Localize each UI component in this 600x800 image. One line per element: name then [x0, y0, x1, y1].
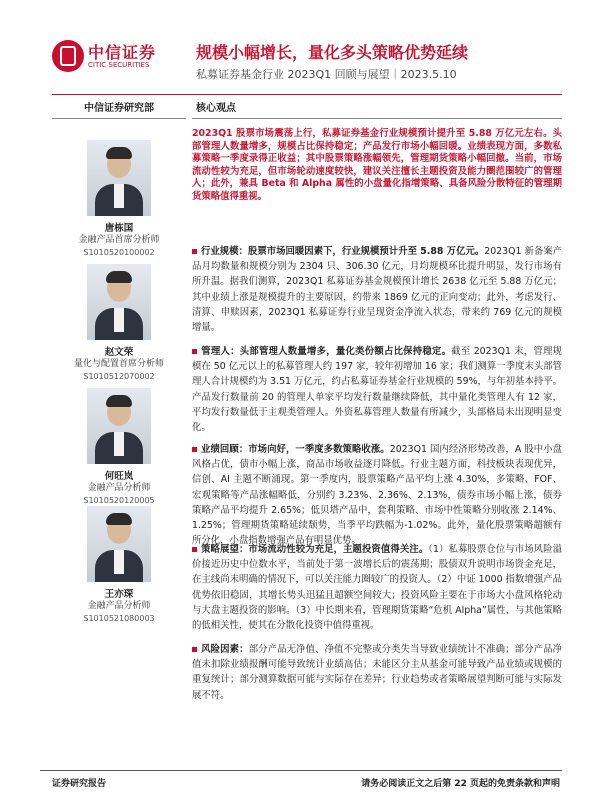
section-heading: 风险因素： [201, 644, 249, 655]
section-heading: 策略展望：市场流动性较为充足，主题投资值得关注。 [201, 544, 429, 555]
bullet-square-icon [192, 249, 197, 254]
bullet-square-icon [192, 647, 197, 652]
footer-label: 证券研究报告 [52, 779, 107, 789]
section-body: 2023Q1 新备案产品月均数量和规模分别为 2304 只、306.30 亿元，月均规模环比提升明显，发行市场有所升温。据我们测算，2023Q1 私募证券基金规模预计增长 2638 亿元至 5.88 万亿元；其中业绩上涨是规模提升的主要原因，约带来 1869 亿元的正向变动；此外，考虑发行、清算、申赎因素，2023Q1 私募证券行业呈现资金净流入状态，带来约 769 亿元的规模增量。 [192, 246, 562, 334]
analyst-name: 赵文荣 [104, 347, 134, 358]
citic-logo [52, 40, 182, 76]
report-header [0, 0, 600, 92]
section-body: 部分产品无净值、净值不完整或分类失当导致业绩统计不准确；部分产品净值未扣除业绩报酬可能导致统计业绩高估；未能区分主从基金可能导致产品业绩或规模的重复统计；部分测算数据可能与实际存在差异；行业趋势或者策略展望判断可能与实际发展不符。 [192, 644, 562, 701]
footer-divider [40, 770, 562, 771]
core-view-heading: 核心观点 [192, 100, 562, 119]
analyst-photo [87, 388, 151, 464]
section-heading: 业绩回顾：市场向好，一季度多数策略收涨。 [201, 444, 390, 455]
analyst-cert-id: S1010521080003 [83, 614, 155, 623]
analyst-role: 量化与配置首席分析师 [73, 359, 164, 369]
section-risk [192, 642, 562, 703]
research-dept-heading: 中信证券研究部 [52, 100, 186, 119]
logo-name-cn: 中信证券 [88, 43, 157, 62]
analyst-cert-id: S1010520120005 [83, 496, 155, 505]
report-subtitle: 私募证券基金行业 2023Q1 回顾与展望｜2023.5.10 [196, 68, 457, 81]
analyst-name: 唐栋国 [104, 223, 134, 234]
logo-name-en: CITIC SECURITIES [88, 61, 150, 69]
section-performance [192, 442, 562, 548]
report-title: 规模小幅增长，量化多头策略优势延续 [196, 43, 469, 62]
analyst-card [52, 140, 186, 257]
analyst-card [52, 264, 186, 381]
analyst-name: 王亦琛 [104, 589, 134, 600]
bullet-square-icon [192, 547, 197, 552]
analyst-card [52, 388, 186, 505]
analyst-card [52, 506, 186, 623]
section-outlook [192, 542, 562, 633]
disclaimer-note: 请务必阅读正文之后第 22 页起的免责条款和声明 [361, 779, 560, 789]
analyst-name: 何旺岚 [104, 471, 134, 482]
section-body: 2023Q1 国内经济形势改善，A 股中小盘风格占优，债市小幅上涨，商品市场收益逐月降低。行业主题方面，科技板块表现优异，信创、AI 主题不断涌现。第一季度内，股票策略产品平均上涨 4.30%，多策略、FOF、宏观策略等产品涨幅略低，分别约 3.23%、2.36%、2.13%，债券市场小幅上涨，债券策略产品平均提升 2.65%；低贝塔产品中，套利策略、市场中性策略分别收涨 2.14%、1.25%；管理期货策略延续颓势，当季平均跌幅为-1.02%。此外，量化股票策略超额有所分化，小盘指数增强产品有明显优势。 [192, 444, 562, 547]
section-managers [192, 344, 562, 435]
analyst-cert-id: S1010520100002 [83, 248, 155, 257]
analyst-role: 金融产品分析师 [87, 601, 151, 611]
section-heading: 行业规模：股票市场回暖因素下，行业规模预计升至 5.88 万亿元。 [201, 246, 485, 257]
analyst-photo [87, 140, 151, 216]
analyst-role: 金融产品分析师 [87, 483, 151, 493]
analyst-cert-id: S1010512070002 [83, 372, 155, 381]
analyst-photo [87, 506, 151, 582]
logo-mark-icon [52, 40, 84, 72]
analyst-photo [87, 264, 151, 340]
core-view-summary: 2023Q1 股票市场震荡上行，私募证券基金行业规模预计提升至 5.88 万亿元左右。头部管理人数量增多，规模占比保持稳定；产品发行市场小幅回暖。业绩表现方面，多数私募策略一季度录得正收益；其中股票策略涨幅领先，管理期货策略小幅回撤。当前，市场流动性较为充足，但市场轮动速度较快，建议关注擅长主题投资及能力圈范围较广的管理人；此外，兼具 Beta 和 Alpha 属性的小盘量化指增策略、具备风险分散特征的管理期货策略值得重视。 [192, 128, 562, 202]
section-industry-scale [192, 244, 562, 335]
core-view-column [192, 100, 562, 119]
analyst-role: 金融产品首席分析师 [78, 235, 160, 245]
header-divider [52, 94, 562, 95]
section-body: 截至 2023Q1 末，管理规模在 50 亿元以上的私募管理人约 197 家，较年初增加 16 家；我们测算一季度末头部管理人合计规模约为 3.51 万亿元，约占私募证券基金行业规模的 59%，与年初基本持平。产品发行数量前 20 的管理人单家平均发行数量继续降低，其中量化类管理人有 12 家，平均发行数量低于主观类管理人。外资私募管理人数量有所减少，头部格局未出现明显变化。 [192, 346, 562, 434]
section-body: （1）私募股票仓位与市场风险溢价接近历史中位数水平，当前处于第一波增长后的震荡期；股债双升说明市场资金充足，在主线尚未明确的情况下，可以关注能力圈较广的投资人。（2）中证 1000 指数增强产品优势依旧稳固，其增长势头迅猛且超额空间较大；投资风险主要在于市场大小盘风格轮动与大盘主题投资的影响。（3）中长期来看，管理期货策略“危机 Alpha”属性、与其他策略的低相关性，使其在分散化投资中值得重视。 [192, 544, 562, 632]
analyst-column [52, 100, 186, 119]
section-heading: 管理人：头部管理人数量增多，量化类份额占比保持稳定。 [201, 346, 452, 357]
bullet-square-icon [192, 349, 197, 354]
bullet-square-icon [192, 447, 197, 452]
